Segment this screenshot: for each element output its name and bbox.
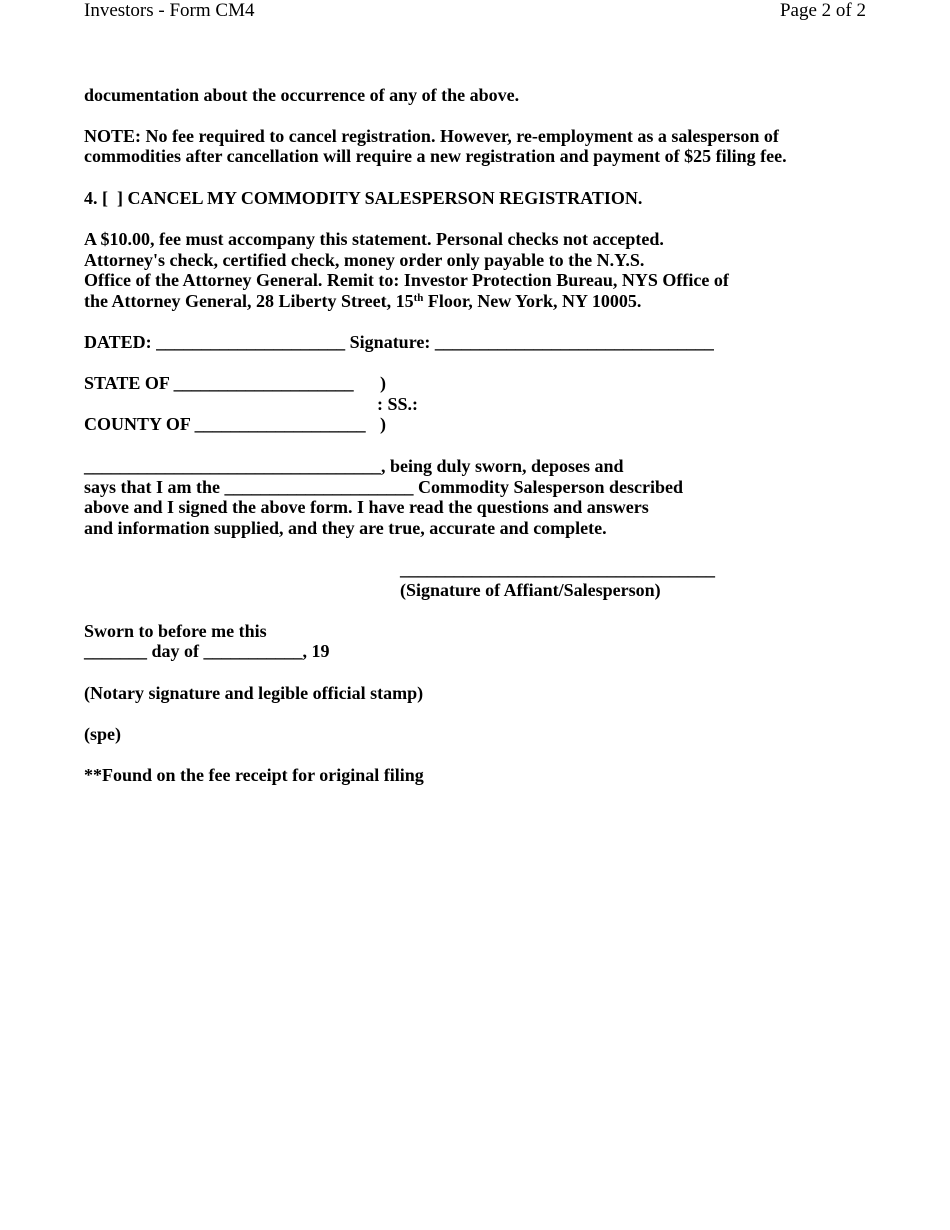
note-line-2: commodities after cancellation will require a new registration and payment of $25 filing fee.: [84, 146, 787, 166]
county-paren: ): [380, 414, 386, 434]
sworn-line-1: Sworn to before me this: [84, 621, 267, 641]
affidavit-line-1: _________________________________, being duly sworn, deposes and: [84, 456, 624, 476]
state-of-line: STATE OF ____________________: [84, 373, 354, 393]
fee-line-4: [84, 291, 641, 311]
fee-line-4-superscript: th: [413, 292, 424, 304]
fee-line-3: Office of the Attorney General. Remit to: Investor Protection Bureau, NYS Office of: [84, 270, 729, 290]
affiant-signature-label: (Signature of Affiant/Salesperson): [400, 580, 661, 600]
fee-line-1: A $10.00, fee must accompany this statement. Personal checks not accepted.: [84, 229, 664, 249]
affidavit-line-3: above and I signed the above form. I have read the questions and answers: [84, 497, 649, 517]
initials: (spe): [84, 724, 121, 744]
affidavit-line-2: says that I am the _____________________ Commodity Salesperson described: [84, 477, 684, 497]
fee-line-4-end: Floor, New York, NY 10005.: [423, 291, 642, 311]
page-number: Page 2 of 2: [779, 0, 866, 21]
ss-label: : SS.:: [377, 394, 419, 414]
dated-signature-line: DATED: _____________________ Signature: _______________________________: [84, 332, 714, 352]
cancel-registration-item: 4. [ ] CANCEL MY COMMODITY SALESPERSON REGISTRATION.: [84, 188, 643, 208]
fee-line-2: Attorney's check, certified check, money order only payable to the N.Y.S.: [84, 250, 645, 270]
affidavit-line-4: and information supplied, and they are true, accurate and complete.: [84, 518, 607, 538]
state-paren: ): [380, 373, 386, 393]
county-of-line: COUNTY OF ___________________: [84, 414, 366, 434]
footnote: **Found on the fee receipt for original filing: [84, 765, 424, 785]
affiant-signature-line: ___________________________________: [400, 559, 715, 579]
fee-line-4-start: the Attorney General, 28 Liberty Street, 15: [84, 291, 414, 311]
header-title: Investors - Form CM4: [84, 0, 255, 21]
continuation-text: documentation about the occurrence of any of the above.: [84, 85, 520, 105]
sworn-line-2: _______ day of ___________, 19: [84, 641, 330, 661]
note-line-1: NOTE: No fee required to cancel registration. However, re-employment as a salesperson of: [84, 126, 779, 146]
notary-label: (Notary signature and legible official stamp): [84, 683, 424, 703]
